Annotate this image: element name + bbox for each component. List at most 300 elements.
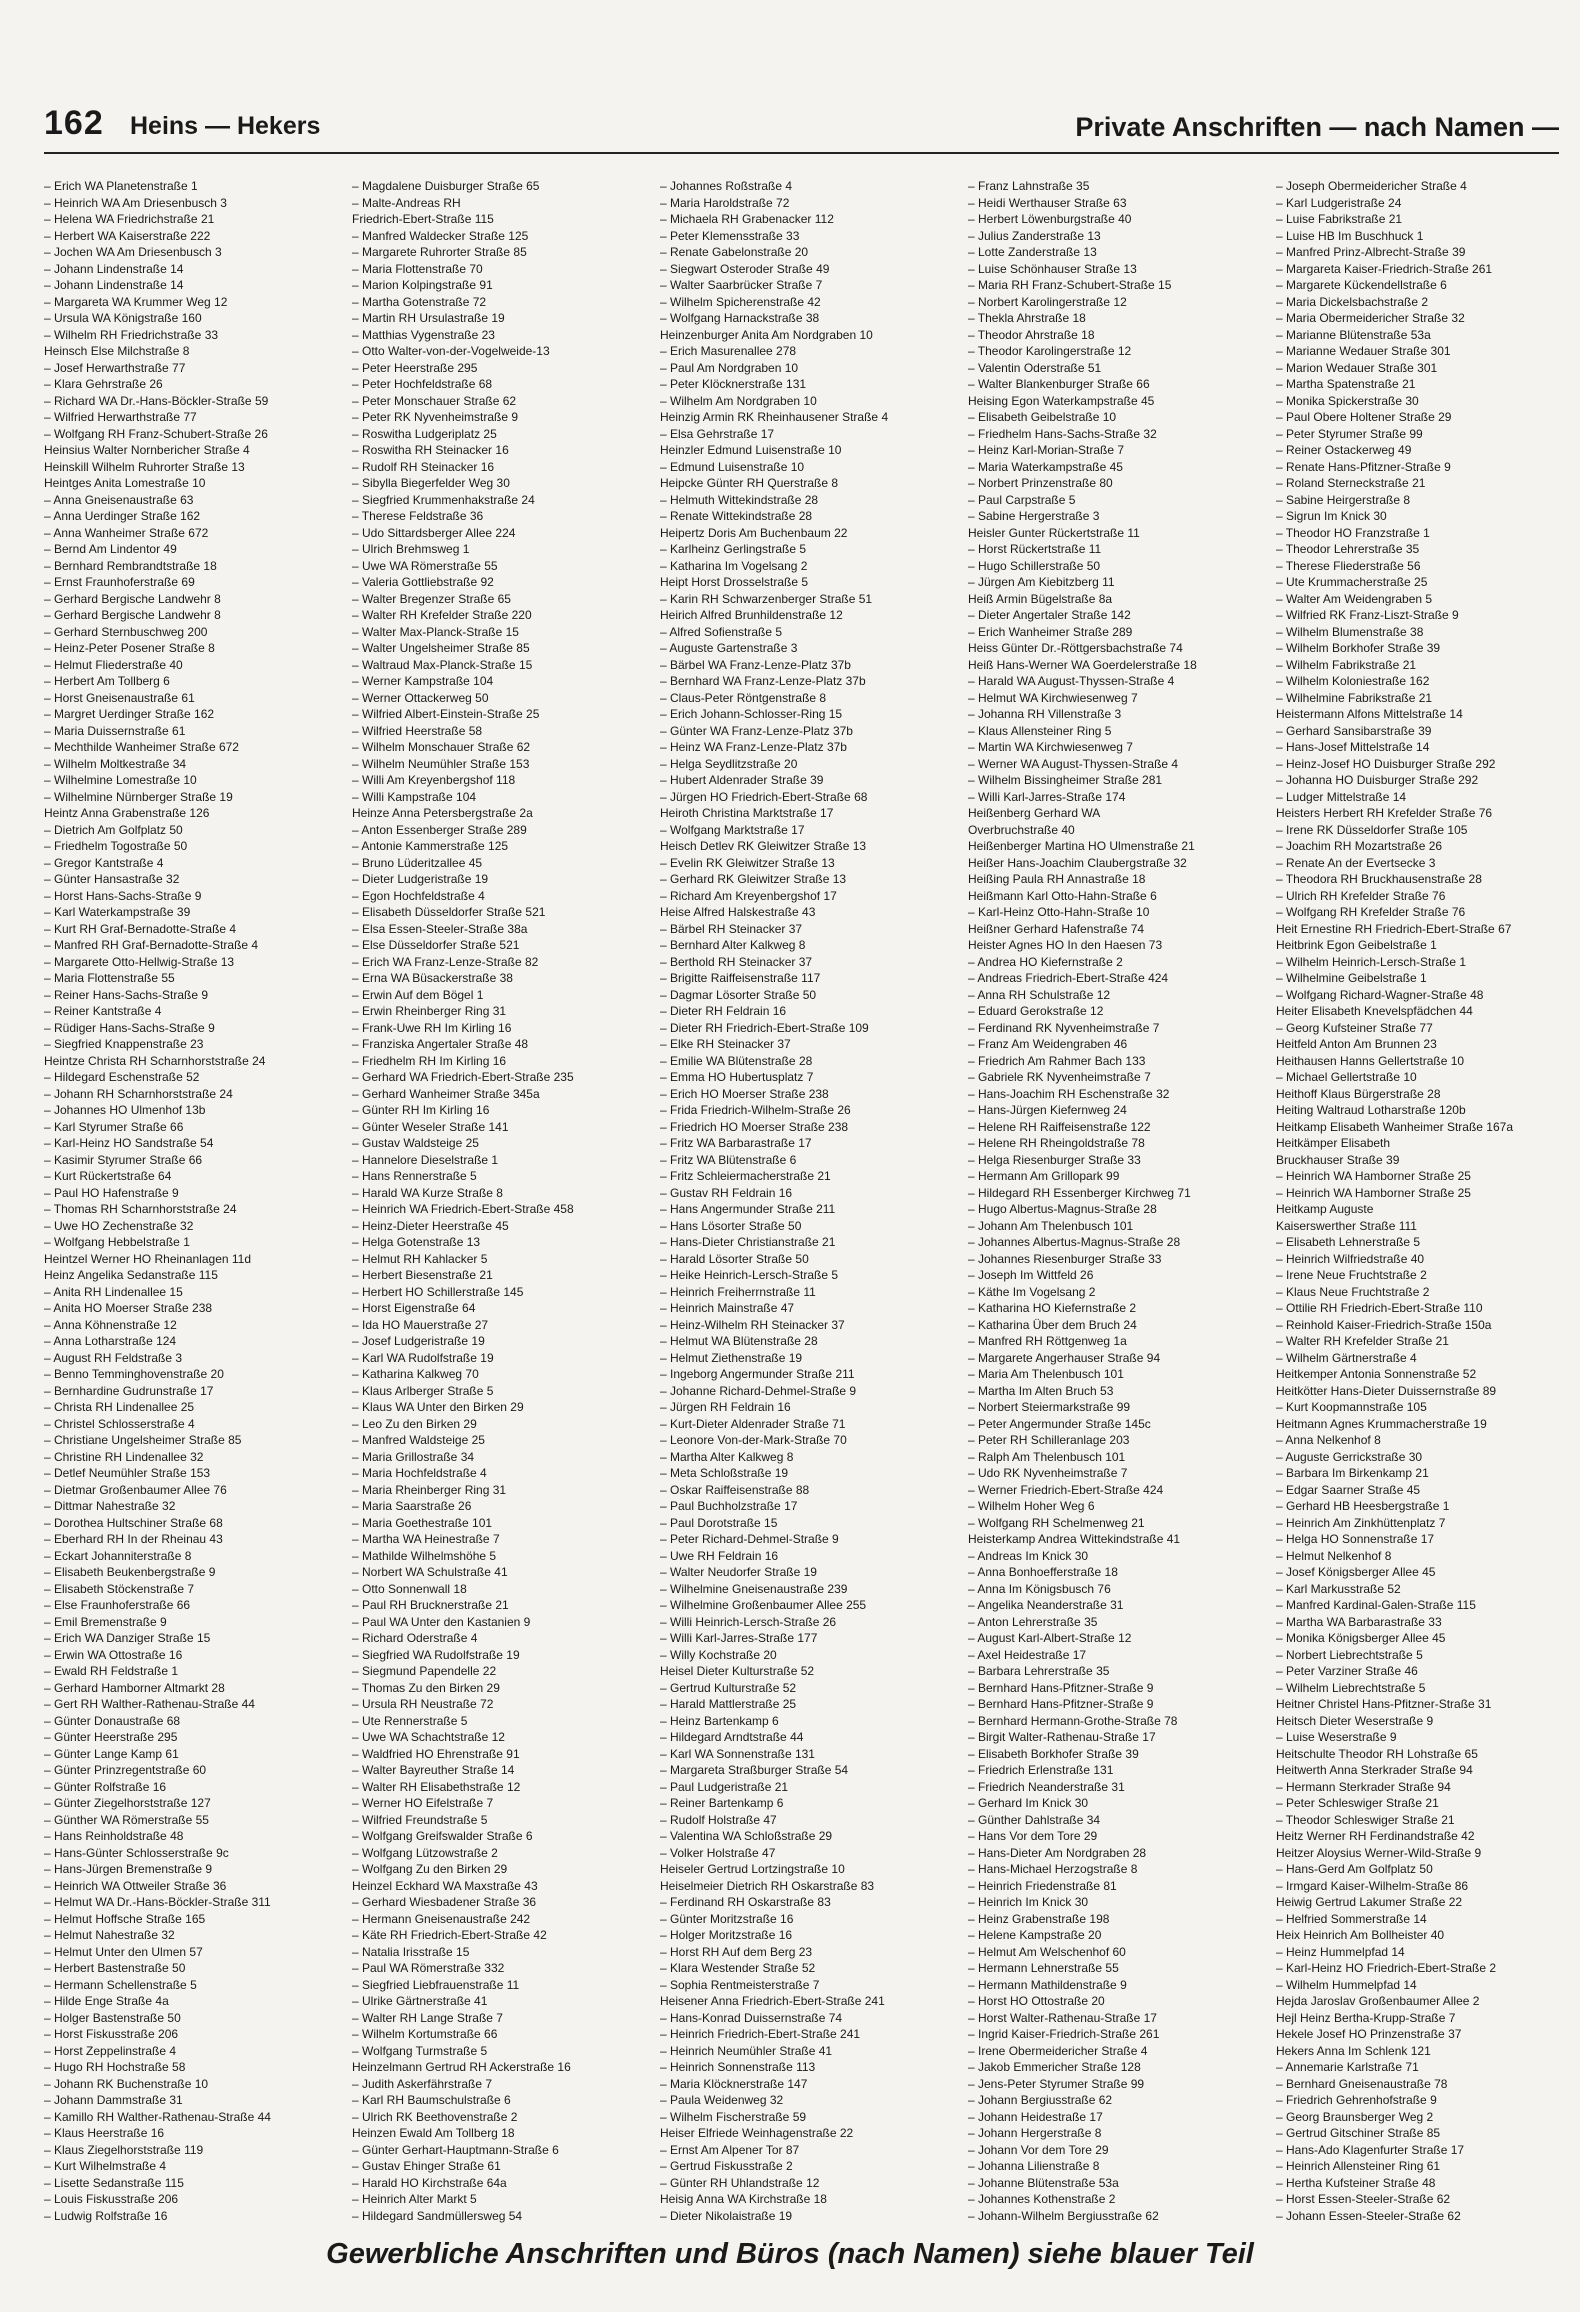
directory-entry: – Horst Eigenstraße 64: [352, 1301, 476, 1315]
directory-entry: – Evelin RK Gleiwitzer Straße 13: [660, 855, 835, 870]
directory-entry: – Thekla Ahrstraße 18: [968, 311, 1086, 325]
directory-entry: – Manfred RH Graf-Bernadotte-Straße 4: [44, 938, 259, 952]
directory-entry: – Herbert Am Tollberg 6: [44, 674, 170, 688]
directory-entry: – Hildegard Sandmüllersweg 54: [352, 2208, 523, 2223]
directory-entry: – Erwin WA Ottostraße 16: [44, 1647, 183, 1662]
directory-entry: – Holger Bastenstraße 50: [44, 2010, 181, 2025]
directory-entry: – Wilhelm Liebrechtstraße 5: [1276, 1680, 1426, 1695]
directory-entry: – Malte-Andreas RH: [352, 195, 461, 210]
directory-entry: – Walter Bregenzer Straße 65: [352, 591, 511, 606]
directory-entry: – Siegfried Liebfrauenstraße 11: [352, 1977, 520, 1992]
directory-entry: – Reiner Ostackerweg 49: [1276, 443, 1412, 457]
directory-entry: – Elisabeth Stöckenstraße 7: [44, 1581, 195, 1596]
directory-entry: – Paul Dorotstraße 15: [660, 1515, 778, 1530]
directory-entry: – Siegfried WA Rudolfstraße 19: [352, 1647, 520, 1662]
directory-entry: – Harald HO Kirchstraße 64a: [352, 2175, 507, 2190]
directory-entry: – Antonie Kammerstraße 125: [352, 839, 509, 853]
directory-entry: – Christel Schlosserstraße 4: [44, 1416, 195, 1431]
directory-entry: – Heinz Grabenstraße 198: [968, 1911, 1110, 1926]
directory-entry: – Siegfried Krummenhakstraße 24: [352, 492, 535, 507]
directory-entry: – Auguste Gartenstraße 3: [660, 641, 798, 655]
directory-entry: – Katharina HO Kiefernstraße 2: [968, 1301, 1137, 1315]
directory-entry: – Erich Masurenallee 278: [660, 344, 797, 358]
directory-entry: Heiser Elfriede Weinhagenstraße 22: [660, 2126, 854, 2140]
directory-entry: – Wilhelm Borkhofer Straße 39: [1276, 641, 1441, 655]
directory-entry: – Emil Bremenstraße 9: [44, 1614, 167, 1629]
directory-entry: – Christiane Ungelsheimer Straße 85: [44, 1433, 242, 1447]
directory-entry: – Walter Blankenburger Straße 66: [968, 377, 1150, 391]
directory-entry: – Bernhard Alter Kalkweg 8: [660, 938, 806, 952]
directory-entry: – Günter Donaustraße 68: [44, 1713, 181, 1728]
directory-entry: – Johann RK Buchenstraße 10: [44, 2076, 209, 2091]
directory-entry: – Marianne Blütenstraße 53a: [1276, 327, 1431, 342]
directory-entry: – Elsa Essen-Steeler-Straße 38a: [352, 921, 528, 936]
directory-entry: – Kamillo RH Walther-Rathenau-Straße 44: [44, 2109, 271, 2124]
directory-entry: – Hermann Mathildenstraße 9: [968, 1977, 1127, 1992]
directory-entry: – Louis Fiskusstraße 206: [44, 2192, 179, 2206]
directory-entry: – Erich WA Planetenstraße 1: [44, 179, 198, 193]
directory-entry: – Walter Max-Planck-Straße 15: [352, 624, 519, 639]
directory-entry: – Roland Sterneckstraße 21: [1276, 476, 1426, 490]
directory-entry: – Theodor Lehrerstraße 35: [1276, 542, 1420, 556]
directory-entry: – Hildegard Eschenstraße 52: [44, 1070, 200, 1084]
directory-entry: – Günter RH Uhlandstraße 12: [660, 2175, 820, 2190]
directory-entry: – Manfred Kardinal-Galen-Straße 115: [1276, 1598, 1476, 1612]
directory-entry: – Else Fraunhoferstraße 66: [44, 1598, 191, 1612]
directory-entry: – Birgit Walter-Rathenau-Straße 17: [968, 1730, 1156, 1744]
directory-entry: – Eberhard RH In der Rheinau 43: [44, 1532, 223, 1546]
directory-entry: – Karl-Heinz Otto-Hahn-Straße 10: [968, 905, 1150, 919]
directory-entry: – Maria Haroldstraße 72: [660, 195, 790, 210]
directory-entry: – Günter Lange Kamp 61: [44, 1746, 179, 1761]
directory-entry: – Gustav Waldsteige 25: [352, 1136, 479, 1150]
directory-entry: Heiselmeier Dietrich RH Oskarstraße 83: [660, 1878, 875, 1893]
directory-entry: – Maria Goethestraße 101: [352, 1515, 493, 1530]
directory-entry: – Heinz-Peter Posener Straße 8: [44, 641, 215, 655]
directory-entry: – Fritz WA Blütenstraße 6: [660, 1152, 797, 1167]
directory-entry: – Friedrich Erlenstraße 131: [968, 1763, 1114, 1777]
directory-entry: – Annemarie Karlstraße 71: [1276, 2060, 1419, 2074]
directory-entry: – Willy Kochstraße 20: [660, 1647, 777, 1662]
directory-entry: – Gerhard Bergische Landwehr 8: [44, 591, 221, 606]
directory-entry: – Siegmund Papendelle 22: [352, 1664, 497, 1678]
directory-entry: – Paul HO Hafenstraße 9: [44, 1185, 179, 1200]
directory-entry: – Erich HO Moerser Straße 238: [660, 1086, 829, 1101]
directory-entry: – Hans-Günter Schlosserstraße 9c: [44, 1845, 229, 1860]
directory-entry: Heitbrink Egon Geibelstraße 1: [1276, 938, 1437, 952]
directory-entry: – Wilhelm Koloniestraße 162: [1276, 674, 1430, 688]
directory-entry: – Hans-Dieter Christianstraße 21: [660, 1235, 836, 1249]
directory-entry: Heinzenburger Anita Am Nordgraben 10: [660, 327, 873, 342]
directory-entry: – Wilhelm Fischerstraße 59: [660, 2109, 807, 2124]
directory-entry: – Maria Obermeidericher Straße 32: [1276, 311, 1465, 325]
directory-entry: – Heinz WA Franz-Lenze-Platz 37b: [660, 740, 847, 754]
directory-entry: – Luise HB Im Buschhuck 1: [1276, 228, 1424, 243]
directory-entry: – Therese Fliederstraße 56: [1276, 558, 1421, 573]
directory-entry: – Günter Heerstraße 295: [44, 1730, 178, 1744]
directory-entry: – Maria Hochfeldstraße 4: [352, 1466, 487, 1480]
directory-entry: – Sophia Rentmeisterstraße 7: [660, 1977, 820, 1992]
directory-entry: Heisters Herbert RH Krefelder Straße 76: [1276, 806, 1493, 820]
directory-entry: – Detlef Neumühler Straße 153: [44, 1466, 211, 1480]
directory-entry: – Dagmar Lösorter Straße 50: [660, 987, 817, 1002]
directory-entry: – Gerhard HB Heesbergstraße 1: [1276, 1499, 1450, 1513]
directory-entry: Heißenberg Gerhard WA: [968, 806, 1101, 820]
directory-entry: – Karl Markusstraße 52: [1276, 1581, 1401, 1596]
directory-entry: – Herbert HO Schillerstraße 145: [352, 1284, 524, 1299]
directory-entry: – Wilhelmine Lomestraße 10: [44, 773, 197, 787]
directory-entry: – Klaus Heerstraße 16: [44, 2126, 165, 2140]
directory-entry: Heiseler Gertrud Lortzingstraße 10: [660, 1862, 845, 1876]
directory-entry: – Maria Saarstraße 26: [352, 1499, 472, 1513]
directory-entry: – Gerhard Wiesbadener Straße 36: [352, 1895, 537, 1909]
directory-entry: – Hans-Jürgen Bremenstraße 9: [44, 1862, 213, 1876]
directory-entry: – Brigitte Raiffeisenstraße 117: [660, 971, 821, 985]
directory-entry: – Gerhard Sansibarstraße 39: [1276, 723, 1432, 738]
directory-entry: Heinzelmann Gertrud RH Ackerstraße 16: [352, 2060, 571, 2074]
directory-entry: – Andreas Im Knick 30: [968, 1548, 1089, 1563]
directory-entry: Heitkämper Elisabeth: [1276, 1136, 1391, 1150]
directory-entry: – Gustav Ehinger Straße 61: [352, 2159, 501, 2173]
directory-entry: – Karl RH Baumschulstraße 6: [352, 2093, 511, 2107]
directory-entry: Heiting Waltraud Lotharstraße 120b: [1276, 1103, 1466, 1117]
directory-entry: Heirich Alfred Brunhildenstraße 12: [660, 608, 843, 622]
directory-entry: – Hubert Aldenrader Straße 39: [660, 773, 824, 787]
directory-entry: – Richard WA Dr.-Hans-Böckler-Straße 59: [44, 393, 269, 408]
directory-entry: – Heinz Karl-Morian-Straße 7: [968, 443, 1125, 457]
directory-entry: – Wolfgang Hebbelstraße 1: [44, 1235, 190, 1249]
directory-entry: – Johanne Blütenstraße 53a: [968, 2175, 1119, 2190]
directory-entry: – Anita RH Lindenallee 15: [44, 1284, 183, 1299]
directory-entry: – Lisette Sedanstraße 115: [44, 2175, 184, 2190]
directory-entry: – Günter Hansastraße 32: [44, 872, 180, 886]
directory-entry: – Horst Essen-Steeler-Straße 62: [1276, 2192, 1451, 2206]
directory-entry: – Wilhelmine Geibelstraße 1: [1276, 971, 1427, 985]
directory-entry: – Johann Am Thelenbusch 101: [968, 1218, 1134, 1233]
directory-entry: – Klaus Arlberger Straße 5: [352, 1383, 494, 1398]
directory-entry: – Katharina Kalkweg 70: [352, 1367, 479, 1381]
directory-entry: – Alfred Sofienstraße 5: [660, 624, 783, 639]
directory-entry: – Helfried Sommerstraße 14: [1276, 1911, 1427, 1926]
directory-entry: – Paul Buchholzstraße 17: [660, 1499, 798, 1513]
directory-entry: – Martha Im Alten Bruch 53: [968, 1383, 1114, 1398]
directory-entry: – Helmut Fliederstraße 40: [44, 657, 183, 672]
directory-entry: – Elke RH Steinacker 37: [660, 1037, 791, 1051]
directory-entry: – Theodor Karolingerstraße 12: [968, 344, 1132, 358]
directory-entry: Heisch Detlev RK Gleiwitzer Straße 13: [660, 839, 867, 853]
directory-entry: – Michael Gellertstraße 10: [1276, 1070, 1417, 1084]
directory-entry: – Margareta Straßburger Straße 54: [660, 1763, 849, 1777]
directory-entry: – Helmut Nelkenhof 8: [1276, 1548, 1392, 1563]
directory-entry: Heit Ernestine RH Friedrich-Ebert-Straße 67: [1276, 921, 1512, 936]
directory-entry: – Roswitha Ludgeriplatz 25: [352, 426, 497, 441]
directory-entry: – Friedhelm Hans-Sachs-Straße 32: [968, 426, 1157, 441]
directory-entry: – Johann Vor dem Tore 29: [968, 2142, 1109, 2157]
directory-entry: – Hermann Schellenstraße 5: [44, 1977, 197, 1992]
directory-entry: – Harald WA August-Thyssen-Straße 4: [968, 674, 1175, 688]
directory-entry: – August Karl-Albert-Straße 12: [968, 1631, 1132, 1645]
directory-entry: – Gerhard WA Friedrich-Ebert-Straße 235: [352, 1070, 574, 1084]
directory-entry: – Karl Waterkampstraße 39: [44, 905, 191, 919]
directory-entry: – Dieter Angertaler Straße 142: [968, 608, 1131, 622]
directory-entry: – Friedrich Am Rahmer Bach 133: [968, 1053, 1146, 1068]
directory-entry: – Edgar Saarner Straße 45: [1276, 1482, 1421, 1497]
directory-entry: – Anna Lotharstraße 124: [44, 1334, 177, 1348]
directory-entry: – Gabriele RK Nyvenheimstraße 7: [968, 1070, 1151, 1084]
directory-entry: – Bernhard Gneisenaustraße 78: [1276, 2076, 1448, 2091]
directory-entry: – Julius Zanderstraße 13: [968, 228, 1101, 243]
directory-entry: – Margarete Ruhrorter Straße 85: [352, 245, 527, 259]
directory-entry: Hekele Josef HO Prinzenstraße 37: [1276, 2027, 1462, 2041]
directory-entry: – Jochen WA Am Driesenbusch 3: [44, 245, 222, 259]
directory-entry: – Franz Lahnstraße 35: [968, 179, 1090, 193]
directory-entry: – Johann Lindenstraße 14: [44, 261, 184, 276]
directory-entry: – Wilhelm Spicherenstraße 42: [660, 294, 821, 309]
directory-entry: – Herbert Bastenstraße 50: [44, 1961, 186, 1975]
directory-entry: – Rüdiger Hans-Sachs-Straße 9: [44, 1020, 215, 1035]
directory-entry: – Natalia Irisstraße 15: [352, 1944, 470, 1959]
directory-entry: – Ottilie RH Friedrich-Ebert-Straße 110: [1276, 1301, 1483, 1315]
directory-entry: – Gerhard Im Knick 30: [968, 1796, 1089, 1810]
directory-entry: – Irene Neue Fruchtstraße 2: [1276, 1268, 1427, 1282]
directory-entry: – Heinrich Mainstraße 47: [660, 1301, 795, 1315]
directory-entry: – Käthe Im Vogelsang 2: [968, 1284, 1096, 1299]
directory-entry: – Günter Moritzstraße 16: [660, 1911, 794, 1926]
directory-entry: – Klaus Ziegelhorststraße 119: [44, 2142, 204, 2157]
directory-entry: – Dieter Ludgeristraße 19: [352, 872, 489, 886]
directory-entry: – Margarete Otto-Hellwig-Straße 13: [44, 954, 235, 969]
directory-entry: – Dieter Nikolaistraße 19: [660, 2208, 793, 2223]
directory-entry: – Hermann Gneisenaustraße 242: [352, 1911, 531, 1926]
directory-entry: – Heinrich WA Hamborner Straße 25: [1276, 1185, 1471, 1200]
directory-entry: – Luise Schönhauser Straße 13: [968, 261, 1137, 276]
directory-entry: – Manfred Prinz-Albrecht-Straße 39: [1276, 245, 1466, 259]
directory-entry: – August RH Feldstraße 3: [44, 1350, 183, 1365]
directory-entry: – Bernd Am Lindentor 49: [44, 542, 177, 556]
directory-entry: – Helga Riesenburger Straße 33: [968, 1152, 1141, 1167]
directory-entry: – Ursula RH Neustraße 72: [352, 1697, 494, 1711]
directory-entry: Heintz Anna Grabenstraße 126: [44, 806, 210, 820]
directory-entry: Heipertz Doris Am Buchenbaum 22: [660, 525, 848, 540]
directory-entry: – Hildegard Arndtstraße 44: [660, 1730, 804, 1744]
directory-entry: – Margret Uerdinger Straße 162: [44, 707, 215, 721]
directory-entry: – Ernst Am Alpener Tor 87: [660, 2142, 800, 2157]
directory-entry: – Helga Seydlitzstraße 20: [660, 756, 798, 771]
directory-entry: – Horst Hans-Sachs-Straße 9: [44, 888, 202, 903]
directory-entry: Heitzer Aloysius Werner-Wild-Straße 9: [1276, 1845, 1482, 1860]
directory-entry: – Ludger Mittelstraße 14: [1276, 789, 1407, 804]
directory-entry: – Marion Kolpingstraße 91: [352, 278, 493, 292]
directory-entry: – Johann Essen-Steeler-Straße 62: [1276, 2208, 1461, 2223]
directory-entry: – Richard Am Kreyenbergshof 17: [660, 888, 837, 903]
directory-entry: – Wilhelm Bissingheimer Straße 281: [968, 773, 1163, 787]
directory-entry: – Gertrud Kulturstraße 52: [660, 1680, 797, 1695]
directory-column-4: [968, 178, 1268, 2224]
directory-entry: – Herbert Biesenstraße 21: [352, 1268, 493, 1282]
directory-entry: – Helga Gotenstraße 13: [352, 1235, 481, 1249]
directory-entry: – Ludwig Rolfstraße 16: [44, 2208, 168, 2223]
directory-entry: – Heinz-Dieter Heerstraße 45: [352, 1218, 509, 1233]
directory-entry: – Hugo Schillerstraße 50: [968, 558, 1101, 573]
directory-entry: – Leonore Von-der-Mark-Straße 70: [660, 1433, 847, 1447]
directory-entry: – Gregor Kantstraße 4: [44, 855, 164, 870]
directory-entry: Heinzig Armin RK Rheinhausener Straße 4: [660, 410, 889, 424]
directory-entry: – Manfred RH Röttgenweg 1a: [968, 1334, 1127, 1348]
directory-entry: – Heinrich WA Am Driesenbusch 3: [44, 195, 227, 210]
directory-entry: – Günter Prinzregentstraße 60: [44, 1763, 207, 1777]
directory-entry: – Erich WA Franz-Lenze-Straße 82: [352, 954, 539, 969]
directory-entry: – Ferdinand RK Nyvenheimstraße 7: [968, 1020, 1160, 1035]
directory-entry: – Hans Angermunder Straße 211: [660, 1202, 836, 1216]
directory-entry: – Manfred Waldsteige 25: [352, 1433, 485, 1447]
directory-entry: – Jürgen HO Friedrich-Ebert-Straße 68: [660, 789, 868, 804]
directory-entry: – Hermann Lehnerstraße 55: [968, 1961, 1119, 1975]
directory-entry: – Dieter RH Feldrain 16: [660, 1004, 787, 1018]
directory-entry: – Paul Ludgeristraße 21: [660, 1779, 789, 1794]
directory-entry: – Uwe RH Feldrain 16: [660, 1548, 779, 1563]
directory-entry: – Sabine Hergerstraße 3: [968, 509, 1100, 523]
directory-entry: Heisler Gunter Rückertstraße 11: [968, 525, 1140, 540]
page-header: [44, 100, 1559, 146]
directory-entry: – Thomas RH Scharnhorststraße 24: [44, 1202, 237, 1216]
directory-entry: – Hugo RH Hochstraße 58: [44, 2060, 186, 2074]
directory-entry: Heinzler Edmund Luisenstraße 10: [660, 443, 842, 457]
directory-entry: Heitkamp Auguste: [1276, 1202, 1374, 1216]
directory-entry: – Theodora RH Bruckhausenstraße 28: [1276, 872, 1482, 886]
directory-entry: – Elisabeth Lehnerstraße 5: [1276, 1235, 1421, 1249]
directory-entry: – Anita HO Moerser Straße 238: [44, 1301, 213, 1315]
directory-entry: – Valentin Oderstraße 51: [968, 360, 1102, 375]
directory-entry: – Richard Oderstraße 4: [352, 1631, 478, 1645]
directory-entry: – Rudolf Holstraße 47: [660, 1812, 777, 1827]
directory-entry: – Wolfgang Richard-Wagner-Straße 48: [1276, 987, 1484, 1002]
directory-entry: – Jens-Peter Styrumer Straße 99: [968, 2076, 1145, 2091]
directory-entry: – Peter Styrumer Straße 99: [1276, 426, 1423, 441]
directory-entry: – Josef Königsberger Allee 45: [1276, 1565, 1436, 1579]
directory-entry: – Wilhelm Blumenstraße 38: [1276, 624, 1424, 639]
directory-entry: – Georg Braunsberger Weg 2: [1276, 2109, 1434, 2124]
directory-entry: – Martha Spatenstraße 21: [1276, 377, 1416, 391]
directory-entry: – Johannes Albertus-Magnus-Straße 28: [968, 1235, 1181, 1249]
directory-entry: – Karl-Heinz HO Friedrich-Ebert-Straße 2: [1276, 1961, 1497, 1975]
directory-entry: – Axel Heidestraße 17: [968, 1647, 1087, 1662]
directory-entry: Heix Heinrich Am Bollheister 40: [1276, 1928, 1445, 1942]
directory-entry: – Reinhold Kaiser-Friedrich-Straße 150a: [1276, 1317, 1492, 1332]
directory-entry: Heißmann Karl Otto-Hahn-Straße 6: [968, 888, 1157, 903]
directory-entry: – Johanna Lilienstraße 8: [968, 2159, 1100, 2173]
directory-entry: – Johanna HO Duisburger Straße 292: [1276, 773, 1479, 787]
directory-entry: – Hugo Albertus-Magnus-Straße 28: [968, 1202, 1157, 1216]
directory-entry: – Walter Bayreuther Straße 14: [352, 1763, 515, 1777]
directory-entry: – Wilhelm Monschauer Straße 62: [352, 740, 531, 754]
directory-entry: – Ferdinand RH Oskarstraße 83: [660, 1895, 831, 1909]
directory-entry: – Johann RH Scharnhorststraße 24: [44, 1086, 233, 1101]
directory-entry: – Maria Grillostraße 34: [352, 1449, 475, 1464]
directory-entry: Heinskill Wilhelm Ruhrorter Straße 13: [44, 459, 245, 474]
directory-entry: – Renate Hans-Pfitzner-Straße 9: [1276, 459, 1451, 474]
directory-entry: – Kasimir Styrumer Straße 66: [44, 1152, 203, 1167]
directory-entry: – Paula Weidenweg 32: [660, 2093, 784, 2107]
directory-entry: – Walter Am Weidengraben 5: [1276, 591, 1433, 606]
directory-entry: – Wilhelm Fabrikstraße 21: [1276, 657, 1417, 672]
directory-entry: Hekers Anna Im Schlenk 121: [1276, 2043, 1431, 2058]
directory-entry: – Hermann Am Grillopark 99: [968, 1169, 1120, 1183]
directory-entry: – Günter Rolfstraße 16: [44, 1779, 167, 1794]
directory-entry: – Eckart Johanniterstraße 8: [44, 1548, 192, 1563]
directory-entry: – Heinz Bartenkamp 6: [660, 1713, 779, 1728]
directory-entry: – Karl Styrumer Straße 66: [44, 1119, 184, 1134]
directory-entry: – Walter Ungelsheimer Straße 85: [352, 641, 530, 655]
directory-entry: – Lotte Zanderstraße 13: [968, 245, 1097, 259]
directory-entry: – Günter RH Im Kirling 16: [352, 1103, 490, 1117]
directory-entry: – Peter Richard-Dehmel-Straße 9: [660, 1532, 839, 1546]
directory-entry: – Luise Weserstraße 9: [1276, 1730, 1397, 1744]
directory-entry: – Paul WA Römerstraße 332: [352, 1961, 505, 1975]
directory-entry: – Helene RH Rheingoldstraße 78: [968, 1136, 1145, 1150]
directory-entry: – Ingrid Kaiser-Friedrich-Straße 261: [968, 2027, 1160, 2041]
directory-entry: – Heinrich WA Ottweiler Straße 36: [44, 1878, 227, 1893]
directory-entry: Heithoff Klaus Bürgerstraße 28: [1276, 1086, 1441, 1101]
directory-entry: – Helmut Nahestraße 32: [44, 1928, 175, 1942]
directory-entry: Heisterkamp Andrea Wittekindstraße 41: [968, 1532, 1181, 1546]
directory-entry: – Harald Lösorter Straße 50: [660, 1251, 809, 1266]
directory-entry: – Dittmar Nahestraße 32: [44, 1499, 176, 1513]
directory-entry: Heinsius Walter Nornbericher Straße 4: [44, 443, 250, 457]
directory-entry: – Udo Sittardsberger Allee 224: [352, 525, 516, 540]
directory-entry: Heißner Gerhard Hafenstraße 74: [968, 921, 1145, 936]
directory-entry: – Dietmar Großenbaumer Allee 76: [44, 1482, 227, 1497]
directory-entry: – Horst Rückertstraße 11: [968, 542, 1102, 556]
directory-entry: Heitkemper Antonia Sonnenstraße 52: [1276, 1367, 1477, 1381]
directory-entry: – Meta Schloßstraße 19: [660, 1466, 789, 1480]
directory-entry: – Hans-Josef Mittelstraße 14: [1276, 740, 1430, 754]
directory-entry: – Helmut WA Kirchwiesenweg 7: [968, 690, 1138, 705]
directory-entry: – Ursula WA Königstraße 160: [44, 311, 202, 325]
directory-entry: – Wilhelm Kortumstraße 66: [352, 2027, 498, 2041]
directory-entry: – Johann Lindenstraße 14: [44, 278, 184, 292]
directory-entry: – Friedhelm Togostraße 50: [44, 839, 188, 853]
directory-entry: – Maria Duissernstraße 61: [44, 723, 186, 738]
directory-column-3: [660, 178, 960, 2224]
directory-entry: – Maria Flottenstraße 70: [352, 261, 483, 276]
directory-entry: – Paul Am Nordgraben 10: [660, 360, 799, 375]
directory-entry: – Uwe WA Schachtstraße 12: [352, 1730, 505, 1744]
directory-entry: – Martha Alter Kalkweg 8: [660, 1449, 794, 1464]
directory-entry: – Heinrich Alter Markt 5: [352, 2192, 477, 2206]
directory-entry: Heinz Angelika Sedanstraße 115: [44, 1268, 218, 1282]
directory-entry: – Valentina WA Schloßstraße 29: [660, 1829, 833, 1843]
directory-entry: – Heinrich Wilfriedstraße 40: [1276, 1251, 1425, 1266]
directory-entry: – Anna Nelkenhof 8: [1276, 1433, 1381, 1447]
directory-entry: – Else Düsseldorfer Straße 521: [352, 938, 520, 952]
directory-entry: – Elsa Gehrstraße 17: [660, 426, 775, 441]
directory-entry: Heiß Armin Bügelstraße 8a: [968, 591, 1113, 606]
directory-entry: – Klaus Neue Fruchtstraße 2: [1276, 1284, 1430, 1299]
directory-entry: Heitkamp Elisabeth Wanheimer Straße 167a: [1276, 1119, 1513, 1134]
directory-entry: – Elisabeth Borkhofer Straße 39: [968, 1746, 1139, 1761]
directory-entry: – Bruno Lüderitzallee 45: [352, 855, 483, 870]
directory-entry: – Hans Lösorter Straße 50: [660, 1218, 802, 1233]
directory-entry: – Luise Fabrikstraße 21: [1276, 212, 1403, 226]
directory-entry: – Reiner Hans-Sachs-Straße 9: [44, 987, 209, 1002]
directory-entry: – Christine RH Lindenallee 32: [44, 1449, 204, 1464]
directory-entry: Heißer Hans-Joachim Claubergstraße 32: [968, 855, 1187, 870]
directory-entry: – Anna Köhnenstraße 12: [44, 1317, 177, 1332]
directory-entry: – Heinz Hummelpfad 14: [1276, 1944, 1405, 1959]
directory-entry: – Siegwart Osteroder Straße 49: [660, 261, 830, 276]
directory-entry: – Johann Hergerstraße 8: [968, 2126, 1102, 2140]
directory-entry: – Wilfried Heerstraße 58: [352, 723, 483, 738]
